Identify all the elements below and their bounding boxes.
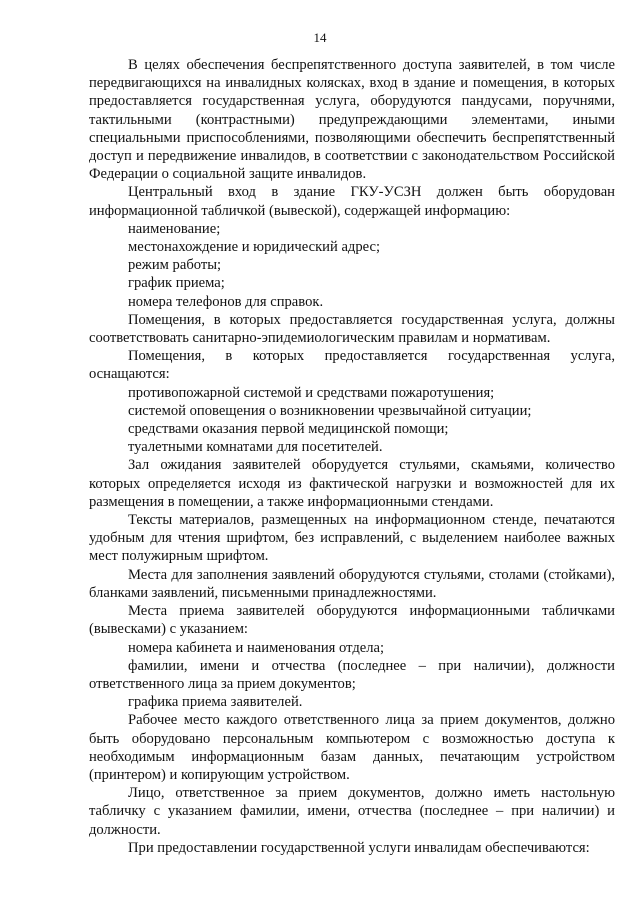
paragraph: фамилии, имени и отчества (последнее – при наличии), должности ответственного лица за прием документов;: [89, 657, 615, 692]
paragraph: Рабочее место каждого ответственного лица за прием документов, должно быть оборудовано персональным компьютером с возможностью доступа к необходимым информационным базам данных, печатающим устройством (принтером) и копирующим устройством.: [89, 712, 615, 783]
paragraph: В целях обеспечения беспрепятственного доступа заявителей, в том числе передвигающихся на инвалидных колясках, вход в здание и помещения, в которых предоставляется государственная услуга, оборудуются пандусами, поручнями, тактильными (контрастными) предупреждающими элементами, иными специальными приспособлениями, позволяющими обеспечить беспрепятственный доступ и передвижение инвалидов, в соответствии с законодательством Российской Федерации о социальной защите инвалидов.: [89, 57, 615, 183]
paragraph: Места для заполнения заявлений оборудуются стульями, столами (стойками), бланками заявлений, письменными принадлежностями.: [89, 566, 615, 601]
list-item: противопожарной системой и средствами пожаротушения;: [128, 384, 495, 401]
list-item: средствами оказания первой медицинской помощи;: [128, 421, 449, 438]
list-item: режим работы;: [128, 257, 222, 274]
list-item: местонахождение и юридический адрес;: [128, 239, 381, 256]
list-item: график приема;: [128, 275, 225, 292]
list-item: номера кабинета и наименования отдела;: [128, 639, 385, 656]
paragraph: Места приема заявителей оборудуются информационными табличками (вывесками) с указанием:: [89, 603, 615, 638]
list-item: графика приема заявителей.: [128, 694, 303, 711]
paragraph: Помещения, в которых предоставляется государственная услуга, оснащаются:: [89, 348, 615, 383]
paragraph: Тексты материалов, размещенных на информационном стенде, печатаются удобным для чтения шрифтом, без исправлений, с выделением наиболее важных мест полужирным шрифтом.: [89, 512, 615, 565]
paragraph: Центральный вход в здание ГКУ-УСЗН должен быть оборудован информационной табличкой (вывеской), содержащей информацию:: [89, 184, 615, 219]
list-item: наименование;: [128, 220, 221, 237]
list-item: туалетными комнатами для посетителей.: [128, 439, 383, 456]
list-item: системой оповещения о возникновении чрезвычайной ситуации;: [128, 402, 532, 419]
list-item: номера телефонов для справок.: [128, 293, 324, 310]
paragraph: При предоставлении государственной услуги инвалидам обеспечиваются:: [128, 839, 590, 856]
page-number: 14: [313, 30, 327, 45]
paragraph: Помещения, в которых предоставляется государственная услуга, должны соответствовать санитарно-эпидемиологическим правилам и нормативам.: [89, 311, 615, 347]
paragraph: Лицо, ответственное за прием документов, должно иметь настольную табличку с указанием фамилии, имени, отчества (последнее – при наличии) и должности.: [89, 785, 615, 838]
paragraph: Зал ожидания заявителей оборудуется стульями, скамьями, количество которых определяется исходя из фактической нагрузки и возможностей для их размещения в помещении, а также информационными стендами.: [89, 457, 615, 510]
document-body: [89, 56, 615, 857]
